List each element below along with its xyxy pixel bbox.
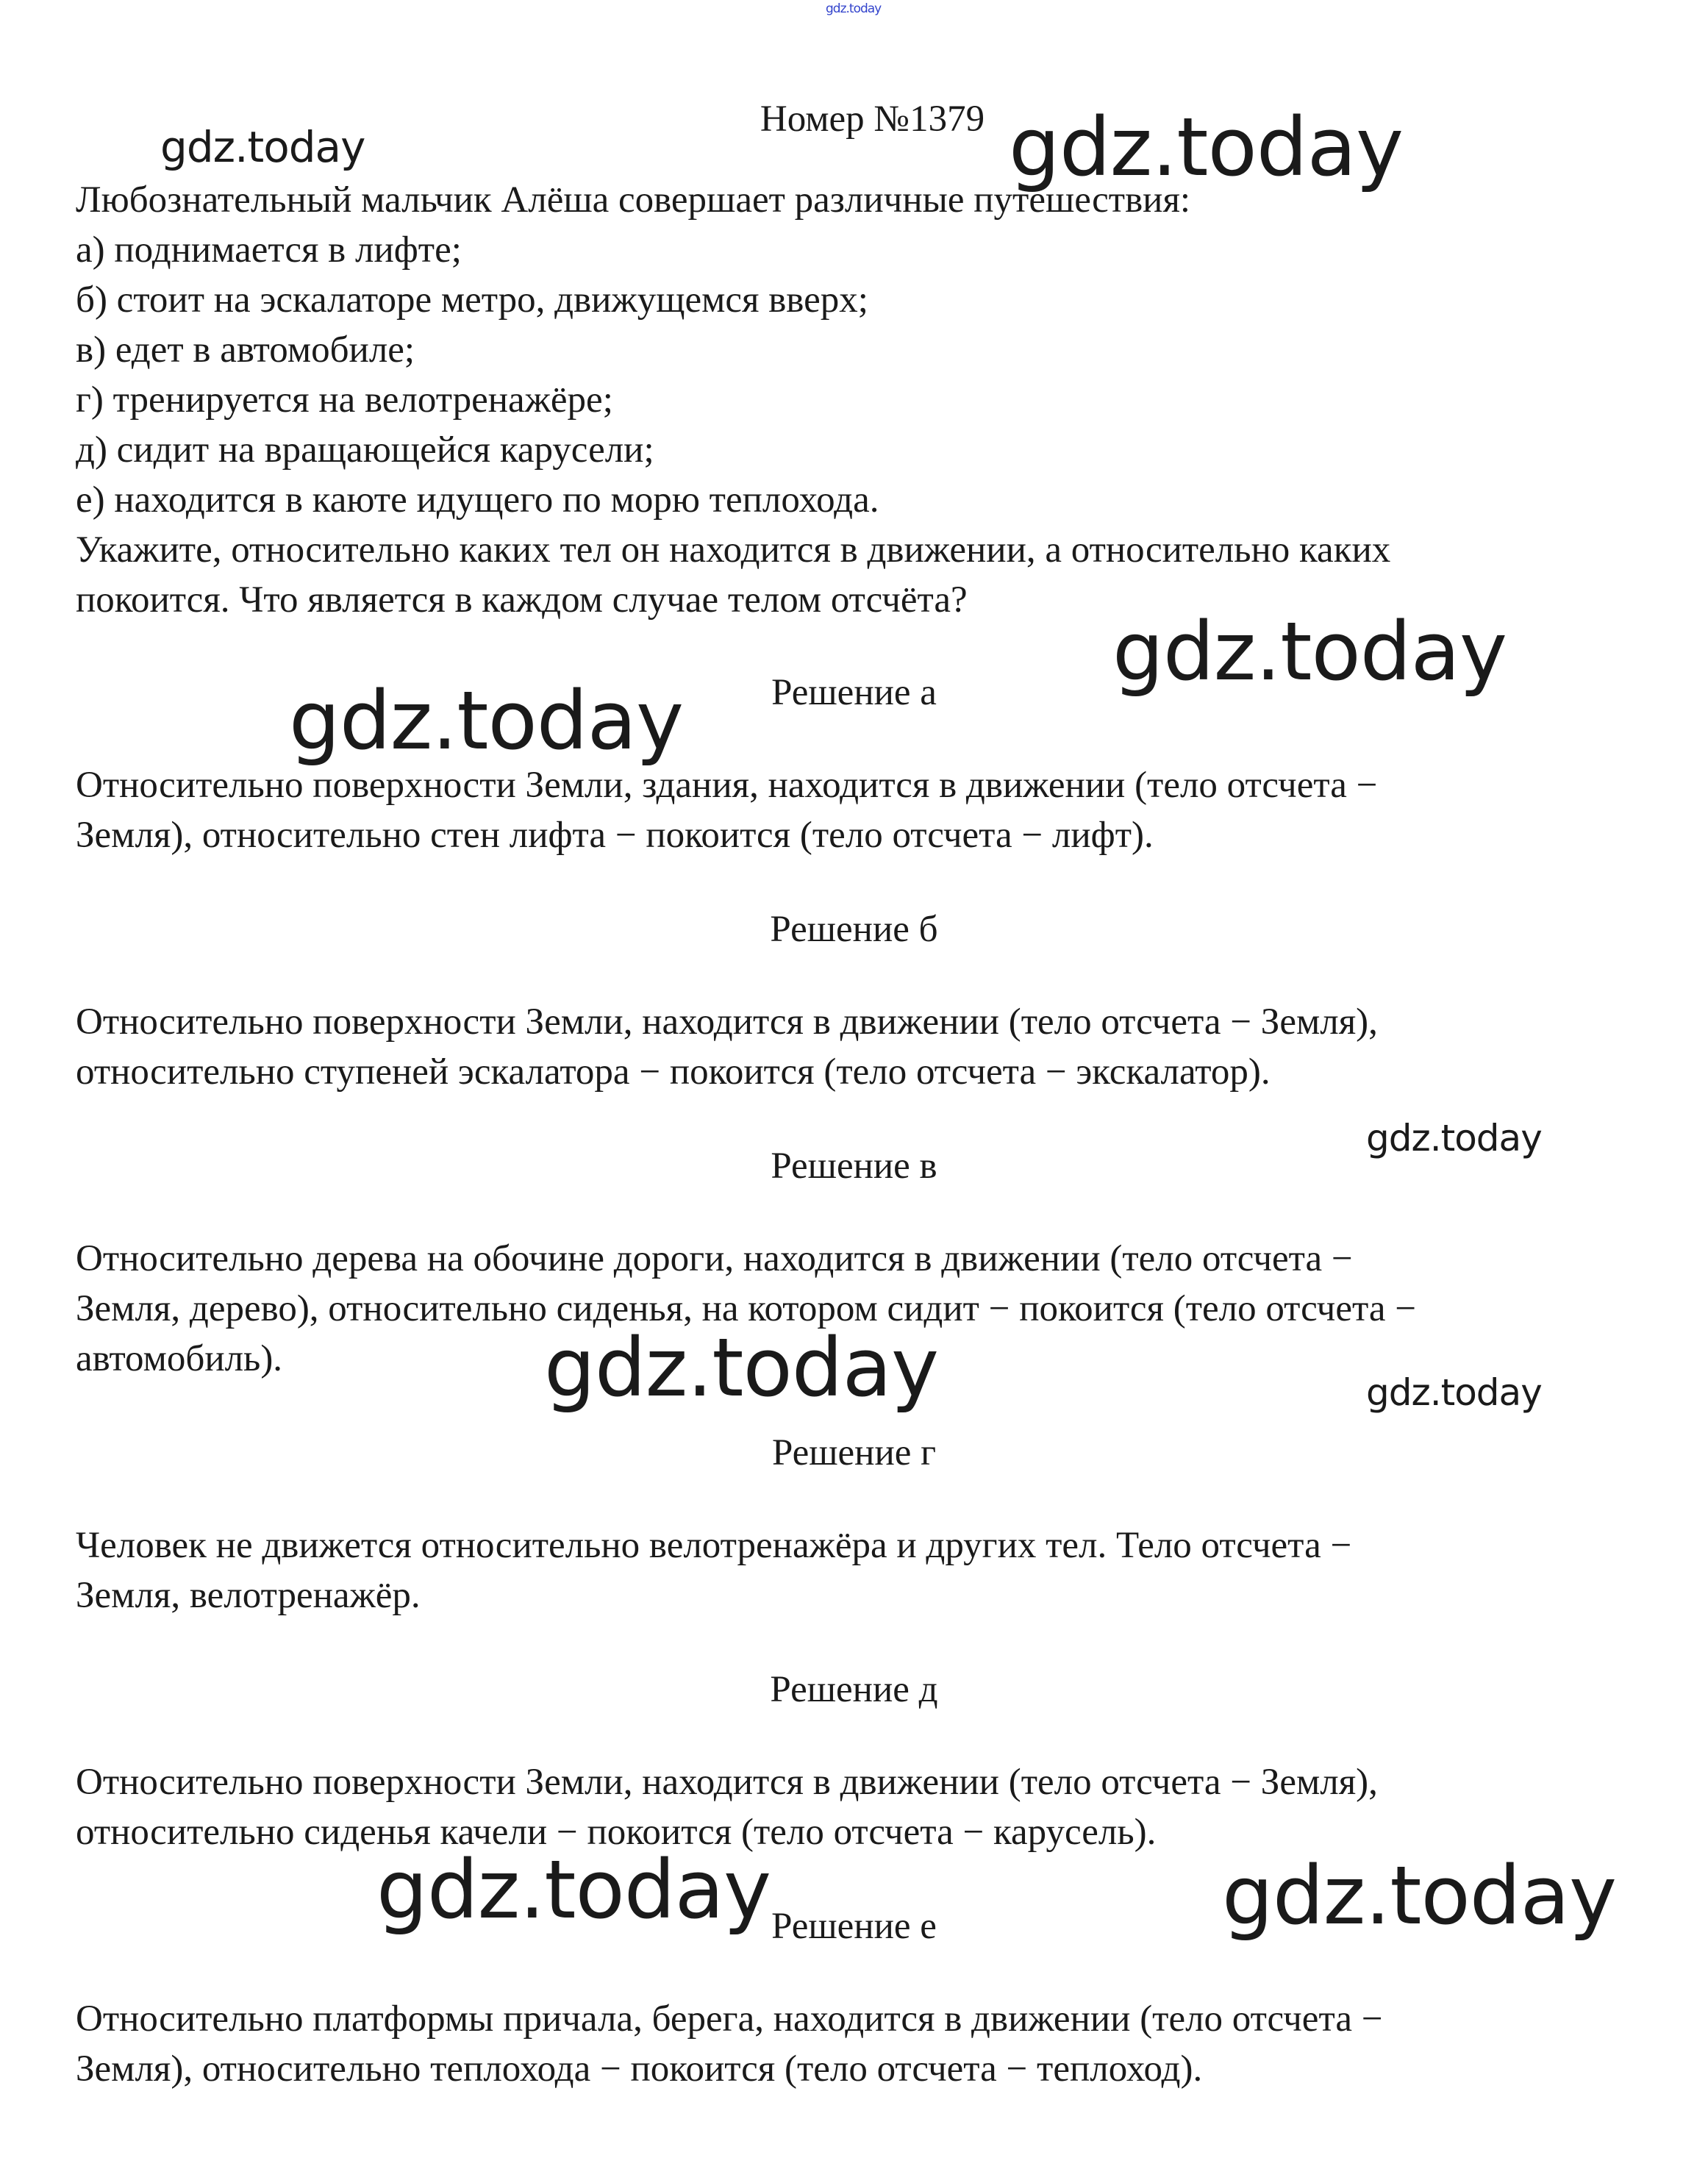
top-watermark: gdz.today xyxy=(826,1,882,16)
solution-line: Относительно поверхности Земли, здания, находится в движении (тело отсчета − xyxy=(76,765,1378,806)
solution-line: Относительно дерева на обочине дороги, находится в движении (тело отсчета − xyxy=(76,1238,1353,1279)
solution-line: Земля), относительно теплохода − покоится (тело отсчета − теплоход). xyxy=(76,2048,1203,2090)
problem-line: б) стоит на эскалаторе метро, движущемся вверх; xyxy=(76,279,868,321)
problem-line: г) тренируется на велотренажёре; xyxy=(76,379,613,421)
problem-line: покоится. Что является в каждом случае телом отсчёта? xyxy=(76,579,968,621)
watermark: gdz.today xyxy=(544,1320,939,1415)
solution-line: Относительно поверхности Земли, находится в движении (тело отсчета − Земля), xyxy=(76,1001,1378,1043)
watermark: gdz.today xyxy=(1222,1848,1617,1943)
solution-heading: Решение а xyxy=(771,672,937,713)
problem-line: Укажите, относительно каких тел он находится в движении, а относительно каких xyxy=(76,529,1391,571)
problem-line: Любознательный мальчик Алёша совершает различные путешествия: xyxy=(76,179,1191,221)
solution-line: Человек не движется относительно велотренажёра и других тел. Тело отсчета − xyxy=(76,1525,1352,1566)
solution-line: Относительно платформы причала, берега, находится в движении (тело отсчета − xyxy=(76,1998,1383,2040)
problem-line: в) едет в автомобиле; xyxy=(76,329,415,371)
solution-line: относительно сиденья качели − покоится (тело отсчета − карусель). xyxy=(76,1812,1157,1853)
problem-line: а) поднимается в лифте; xyxy=(76,229,462,271)
problem-line: д) сидит на вращающейся карусели; xyxy=(76,429,654,471)
solution-line: Земля), относительно стен лифта − покоится (тело отсчета − лифт). xyxy=(76,815,1154,856)
watermark: gdz.today xyxy=(1366,1117,1542,1159)
solution-heading: Решение г xyxy=(771,1432,937,1473)
solution-line: относительно ступеней эскалатора − покоится (тело отсчета − экскалатор). xyxy=(76,1051,1271,1093)
solution-heading: Решение е xyxy=(771,1906,937,1947)
watermark: gdz.today xyxy=(289,673,684,768)
solution-heading: Решение в xyxy=(771,1146,937,1187)
watermark: gdz.today xyxy=(376,1843,771,1937)
watermark: gdz.today xyxy=(1009,100,1404,194)
problem-line: е) находится в каюте идущего по морю теплохода. xyxy=(76,479,879,521)
solution-heading: Решение б xyxy=(770,909,938,950)
solution-line: Земля, велотренажёр. xyxy=(76,1575,421,1616)
page-title: Номер №1379 xyxy=(760,99,985,140)
solution-line: Земля, дерево), относительно сиденья, на котором сидит − покоится (тело отсчета − xyxy=(76,1288,1417,1329)
solution-heading: Решение д xyxy=(770,1669,938,1710)
watermark: gdz.today xyxy=(160,122,365,172)
watermark: gdz.today xyxy=(1112,604,1507,698)
watermark: gdz.today xyxy=(1366,1371,1542,1414)
solution-line: автомобиль). xyxy=(76,1338,283,1379)
solution-line: Относительно поверхности Земли, находится в движении (тело отсчета − Земля), xyxy=(76,1762,1378,1803)
